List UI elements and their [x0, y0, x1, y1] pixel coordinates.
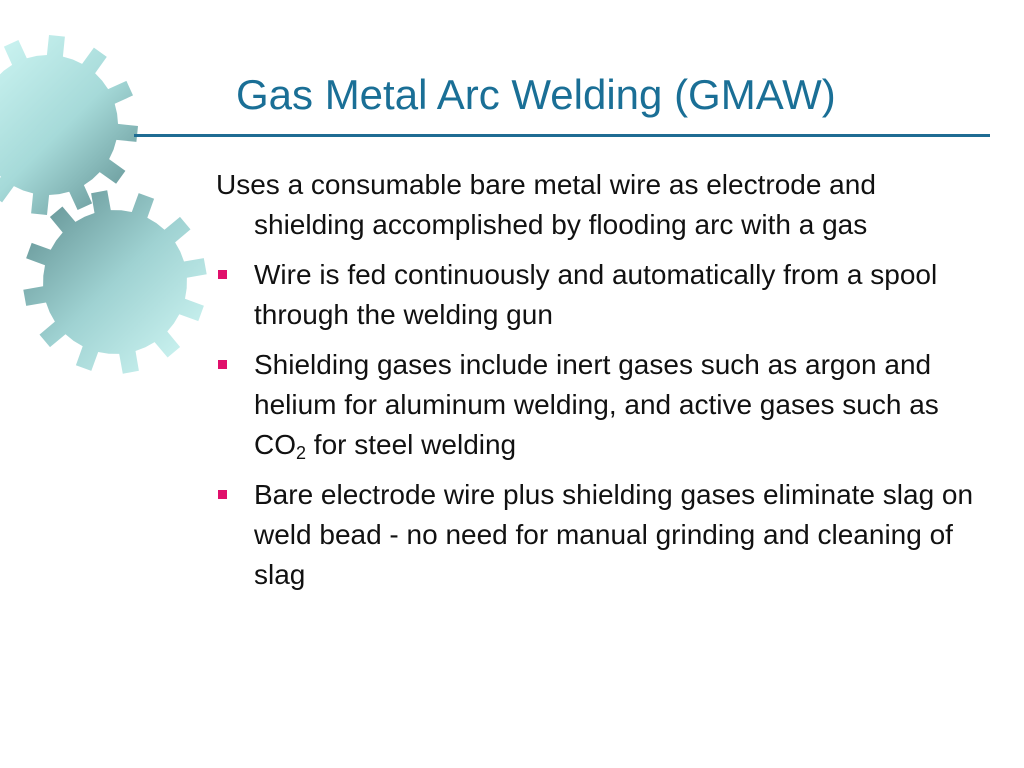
square-bullet-icon	[218, 270, 227, 279]
square-bullet-icon	[218, 490, 227, 499]
title-divider	[134, 134, 990, 137]
bullet-text: Bare electrode wire plus shielding gases eliminate slag on weld bead - no need for manual grinding and cleaning of slag	[254, 479, 974, 590]
gear-shape	[0, 35, 138, 215]
gears-icon	[0, 0, 240, 400]
bullet-item-no-slag	[216, 475, 976, 595]
bullet-text-before: Shielding gases include inert gases such as argon and helium for aluminum welding, and active gases such as CO	[254, 349, 939, 460]
slide-body	[216, 165, 976, 605]
slide-title: Gas Metal Arc Welding (GMAW)	[236, 71, 836, 118]
intro-paragraph: Uses a consumable bare metal wire as electrode and shielding accomplished by flooding arc with a gas	[216, 169, 876, 240]
bullet-text: Wire is fed continuously and automatically from a spool through the welding gun	[254, 259, 938, 330]
square-bullet-icon	[218, 360, 227, 369]
co2-subscript: 2	[296, 443, 307, 463]
bullet-text-after: for steel welding	[306, 429, 517, 460]
bullet-item-shielding-gases	[216, 345, 976, 465]
gear-shape	[23, 190, 206, 373]
gear-bottom-icon	[23, 190, 206, 373]
gear-top-icon	[0, 35, 138, 215]
bullet-item-wire-feed	[216, 255, 976, 335]
